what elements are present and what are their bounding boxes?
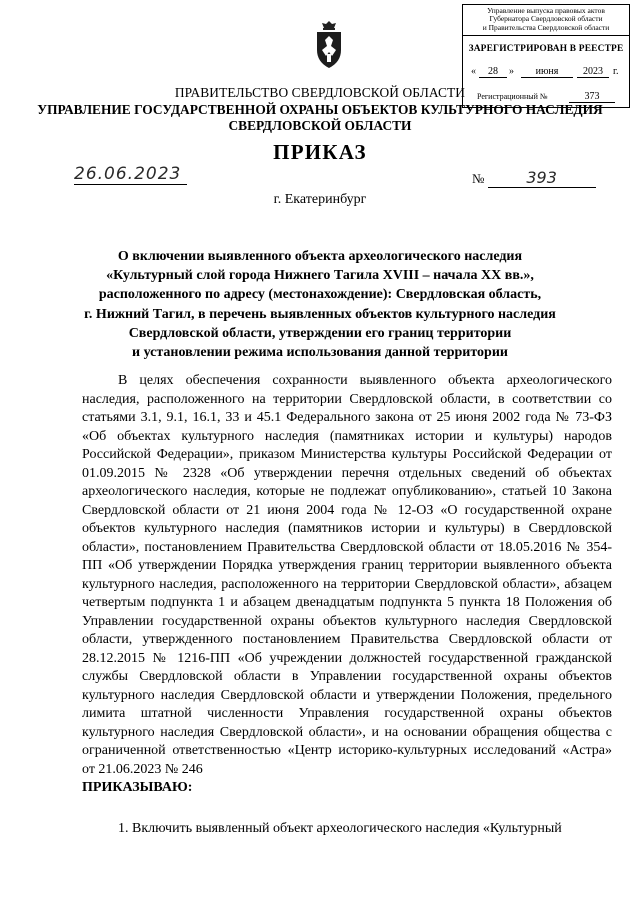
stamp-quote-close: » xyxy=(509,66,514,77)
preamble-paragraph: В целях обеспечения сохранности выявленного объекта археологического наследия, расположенного на территории Свердловской области, в соответствии со статьями 3.1, 9.1, 16.1, 33 и 45.1 Федерального закона от 25 июня 2002 года № 73-ФЗ «Об объектах культурного наследия (памятниках истории и культуры) народов Российской Федерации», приказом Министерства культуры Российской Федерации от 01.09.2015 № 2328 «Об утверждении перечня отдельных сведений об объектах археологического наследия, которые не подлежат опубликованию», статьей 10 Закона Свердловской области от 21 июня 2004 года № 12-ОЗ «О государственной охране объектов культурного наследия (памятников истории и культуры) в Свердловской области», постановлением Правительства Свердловской области от 18.05.2016 № 354-ПП «Об утверждении Порядка утверждения границ территории выявленного объекта культурного наследия, расположенного на территории Свердловской области», абзацем четвертым подпункта 1 и абзацем двенадцатым подпункта 5 пункта 18 Положения об Управлении государственной охраны объектов культурного наследия Свердловской области, утвержденного постановлением Правительства Свердловской области от 28.12.2015 № 1216-ПП «Об учреждении должностей государственной гражданской службы Свердловской области в Управлении государственной охраны объектов культурного наследия Свердловской области и утверждении Положения, предельного лимита штатной численности Управления государственной охраны объектов культурного наследия Свердловской области», и на основании обращения общества с ограниченной ответственностью «Центр историко-культурных исследований «Астра» от 21.06.2023 № 246 xyxy=(82,373,612,777)
title-line: г. Нижний Тагил, в перечень выявленных объектов культурного наследия xyxy=(84,306,556,322)
city: г. Екатеринбург xyxy=(273,192,367,207)
preamble xyxy=(82,372,612,779)
title-line: «Культурный слой города Нижнего Тагила XVIII – начала XX вв.», xyxy=(106,268,534,284)
stamp-month: июня xyxy=(521,66,573,78)
order-number xyxy=(472,168,596,188)
stamp-header-line: Управление выпуска правовых актов xyxy=(487,6,605,15)
order-date: 26.06.2023 xyxy=(74,164,187,185)
stamp-quote-open: « xyxy=(471,66,476,77)
number-sign: № xyxy=(472,171,485,186)
stamp-header-line: Губернатора Свердловской области xyxy=(489,14,603,24)
stamp-year-suffix: г. xyxy=(613,66,619,77)
stamp-header xyxy=(463,5,629,36)
stamp-registered-title: ЗАРЕГИСТРИРОВАН В РЕЕСТРЕ xyxy=(468,44,624,55)
decree-heading: ПРИКАЗЫВАЮ: xyxy=(82,780,193,795)
department-name-line2: СВЕРДЛОВСКОЙ ОБЛАСТИ xyxy=(228,118,412,133)
order-number-value: 393 xyxy=(488,168,596,188)
stamp-reg-number-value: 373 xyxy=(569,91,615,103)
stamp-reg-number-label: Регистрационный № xyxy=(477,92,548,101)
title-line: О включении выявленного объекта археологического наследия xyxy=(117,249,523,264)
coat-of-arms-icon xyxy=(314,20,344,70)
stamp-header-line: и Правительства Свердловской области xyxy=(482,22,610,32)
department-name-line1: УПРАВЛЕНИЕ ГОСУДАРСТВЕННОЙ ОХРАНЫ ОБЪЕКТОВ КУЛЬТУРНОГО НАСЛЕДИЯ xyxy=(37,102,603,117)
document-title xyxy=(70,247,570,362)
document-type: ПРИКАЗ xyxy=(273,140,367,164)
stamp-day: 28 xyxy=(479,66,507,78)
government-name: ПРАВИТЕЛЬСТВО СВЕРДЛОВСКОЙ ОБЛАСТИ xyxy=(174,85,466,100)
stamp-year: 2023 xyxy=(577,66,609,78)
title-line: Свердловской области, утверждении его границ территории xyxy=(128,325,512,341)
order-item-1: 1. Включить выявленный объект археологического наследия «Культурный xyxy=(118,821,562,836)
title-line: расположенного по адресу (местонахождение): Свердловская область, xyxy=(98,287,542,303)
title-line: и установлении режима использования данной территории xyxy=(132,345,508,361)
